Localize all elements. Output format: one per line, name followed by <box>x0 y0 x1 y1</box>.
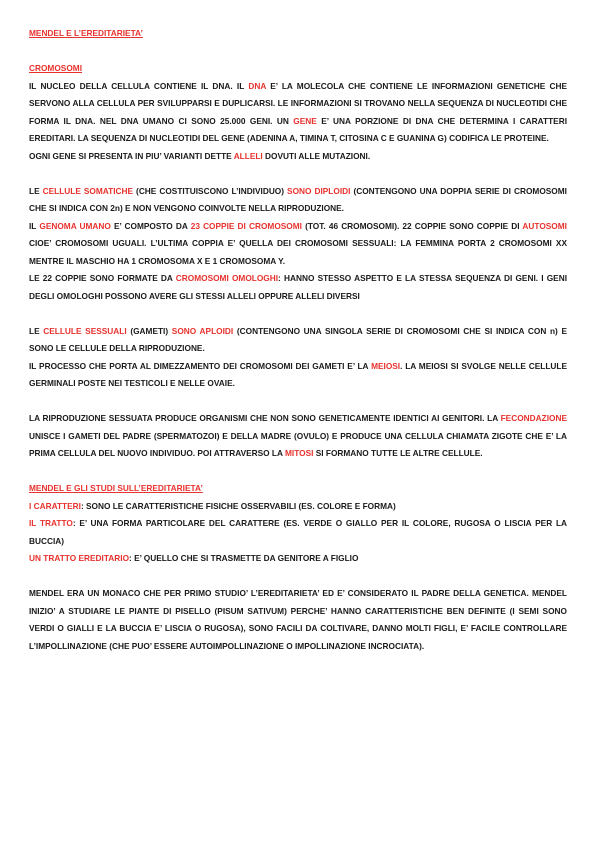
paragraph-alleli: OGNI GENE SI PRESENTA IN PIU’ VARIANTI DETTE ALLELI DOVUTI ALLE MUTAZIONI. <box>29 150 371 161</box>
paragraph-cromosomi-omologhi: LE 22 COPPIE SONO FORMATE DA CROMOSOMI OMOLOGHI: HANNO STESSO ASPETTO E LA STESSA SEQUENZA DI GENI. I GENI DEGLI OMOLOGHI POSSONO AVERE GLI STESSI ALLELI OPPURE ALLELI DIVERSI <box>29 273 567 301</box>
paragraph-mendel: MENDEL ERA UN MONACO CHE PER PRIMO STUDIO’ L’EREDITARIETA’ ED E’ CONSIDERATO IL PADRE DELLA GENETICA. MENDEL INIZIO’ A STUDIARE LE PIANTE DI PISELLO (PISUM SATIVUM) PERCHE’ HANNO CARATTERISTICHE BEN DEFINITE (I SEMI SONO VERDI O GIALLI E LA BUCCIA E’ LISCIA O RUGOSA), SONO FACILI DA COLTIVARE, DANNO MOLTI FIGLI, E’ FACILE CONTROLLARE L’IMPOLLINAZIONE (CHE PUO’ ESSERE AUTOIMPOLLINAZIONE O IMPOLLINAZIONE INCROCIATA). <box>29 588 567 651</box>
paragraph-dna: IL NUCLEO DELLA CELLULA CONTIENE IL DNA. IL DNA E’ LA MOLECOLA CHE CONTIENE LE INFORMAZIONI GENETICHE CHE SERVONO ALLA CELLULA PER SVILUPPARSI E DUPLICARSI. LE INFORMAZIONI SI TROVANO NELLA SEQUENZA DI NUCLEOTIDI CHE FORMA IL DNA. NEL DNA UMANO CI SONO 25.000 GENI. UN GENE E’ UNA PORZIONE DI DNA CHE DETERMINA I CARATTERI EREDITARI. LA SEQUENZA DI NUCLEOTIDI DEL GENE (ADENINA A, TIMINA T, CITOSINA C E GUANINA G) CODIFICA LE PROTEINE. <box>29 80 568 143</box>
definition-caratteri: I CARATTERI: SONO LE CARATTERISTICHE FISICHE OSSERVABILI (ES. COLORE E FORMA) <box>29 500 396 511</box>
document-title: MENDEL E L’EREDITARIETA’ <box>29 28 143 38</box>
paragraph-meiosi: IL PROCESSO CHE PORTA AL DIMEZZAMENTO DEI CROMOSOMI DEI GAMETI E’ LA MEIOSI. LA MEIOSI SI SVOLGE NELLE CELLULE GERMINALI POSTE NEI TESTICOLI E NELLE OVAIE. <box>29 360 567 388</box>
paragraph-riproduzione: LA RIPRODUZIONE SESSUATA PRODUCE ORGANISMI CHE NON SONO GENETICAMENTE IDENTICI AI GENITORI. LA FECONDAZIONE UNISCE I GAMETI DEL PADRE (SPERMATOZOI) E DELLA MADRE (OVULO) E PRODUCE UNA CELLULA CHIAMATA ZIGOTE CHE E’ LA PRIMA CELLULA DEL NUOVO INDIVIDUO. POI ATTRAVERSO LA MITOSI SI FORMANO TUTTE LE ALTRE CELLULE. <box>29 413 567 458</box>
section-heading-mendel: MENDEL E GLI STUDI SULL’EREDITARIETA’ <box>29 483 203 493</box>
spacer <box>29 568 567 586</box>
definition-tratto-ereditario: UN TRATTO EREDITARIO: E’ QUELLO CHE SI TRASMETTE DA GENITORE A FIGLIO <box>29 553 359 563</box>
spacer <box>29 393 567 411</box>
paragraph-genoma-umano: IL GENOMA UMANO E’ COMPOSTO DA 23 COPPIE DI CROMOSOMI (TOT. 46 CROMOSOMI). 22 COPPIE SONO COPPIE DI AUTOSOMI CIOE’ CROMOSOMI UGUALI. L’ULTIMA COPPIA E’ QUELLA DEI CROMOSOMI SESSUALI: LA FEMMINA PORTA 2 CROMOSOMI XX MENTRE IL MASCHIO HA 1 CROMOSOMA X E 1 CROMOSOMA Y. <box>29 220 567 266</box>
spacer <box>29 165 567 183</box>
paragraph-cellule-sessuali: LE CELLULE SESSUALI (GAMETI) SONO APLOIDI (CONTENGONO UNA SINGOLA SERIE DI CROMOSOMI CHE SI INDICA CON n) E SONO LE CELLULE DELLA RIPRODUZIONE. <box>29 325 567 353</box>
paragraph-cellule-somatiche: LE CELLULE SOMATICHE (CHE COSTITUISCONO L’INDIVIDUO) SONO DIPLOIDI (CONTENGONO UNA DOPPIA SERIE DI CROMOSOMI CHE SI INDICA CON 2n) E NON VENGONO COINVOLTE NELLA RIPRODUZIONE. <box>29 185 567 213</box>
spacer <box>29 463 567 481</box>
spacer <box>29 305 567 323</box>
definition-tratto: IL TRATTO: E’ UNA FORMA PARTICOLARE DEL CARATTERE (ES. VERDE O GIALLO PER IL COLORE, RUGOSA O LISCIA PER LA BUCCIA) <box>29 518 568 546</box>
section-heading-cromosomi: CROMOSOMI <box>29 63 83 73</box>
spacer <box>29 43 567 61</box>
document-body <box>29 25 567 655</box>
